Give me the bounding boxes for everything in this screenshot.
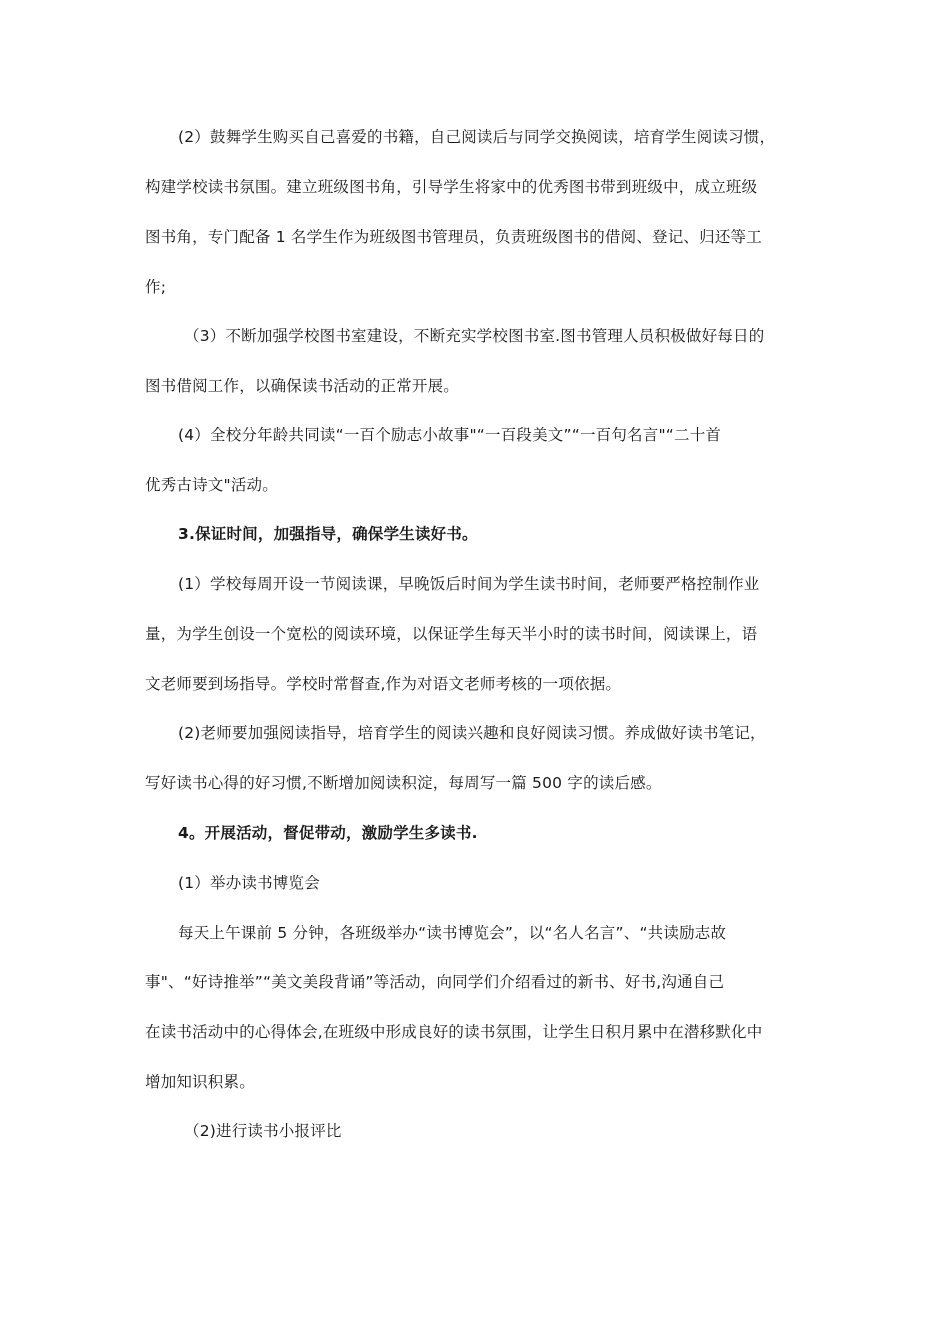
paragraph-line: 在读书活动中的心得体会,在班级中形成良好的读书氛围，让学生日积月累中在潜移默化中: [145, 1023, 763, 1041]
paragraph-line: 事"、“好诗推举”“美文美段背诵”等活动，向同学们介绍看过的新书、好书,沟通自己: [145, 973, 725, 991]
paragraph-line: （2)进行读书小报评比: [184, 1122, 342, 1140]
paragraph-line: 写好读书心得的好习惯,不断增加阅读积淀，每周写一篇 500 字的读后感。: [145, 774, 662, 792]
paragraph-line: （3）不断加强学校图书室建设，不断充实学校图书室.图书管理人员积极做好每日的: [184, 327, 765, 345]
paragraph-line: 作;: [145, 278, 167, 296]
paragraph-line: 图书借阅工作，以确保读书活动的正常开展。: [145, 377, 460, 395]
paragraph-line: 图书角，专门配备 1 名学生作为班级图书管理员，负责班级图书的借阅、登记、归还等工: [145, 228, 762, 246]
paragraph-line: (1）举办读书博览会: [178, 874, 320, 892]
paragraph-line: (1）学校每周开设一节阅读课，早晚饭后时间为学生读书时间，老师要严格控制作业: [178, 575, 760, 593]
section-heading: 3.保证时间，加强指导，确保学生读好书。: [178, 525, 478, 543]
paragraph-line: (4）全校分年龄共同读“一百个励志小故事"“一百段美文”“一百句名言"“二十首: [178, 426, 722, 444]
paragraph-line: (2）鼓舞学生购买自己喜爱的书籍，自己阅读后与同学交换阅读，培育学生阅读习惯，: [178, 128, 776, 146]
paragraph-line: (2)老师要加强阅读指导，培育学生的阅读兴趣和良好阅读习惯。养成做好读书笔记，: [178, 724, 766, 742]
paragraph-line: 每天上午课前 5 分钟，各班级举办“读书博览会”，以“名人名言”、“共读励志故: [178, 924, 727, 942]
paragraph-line: 优秀古诗文"活动。: [145, 476, 278, 494]
section-heading: 4。开展活动，督促带动，激励学生多读书.: [178, 824, 478, 842]
paragraph-line: 构建学校读书氛围。建立班级图书角，引导学生将家中的优秀图书带到班级中，成立班级: [145, 178, 758, 196]
paragraph-line: 文老师要到场指导。学校时常督查,作为对语文老师考核的一项依据。: [145, 675, 622, 693]
paragraph-line: 量，为学生创设一个宽松的阅读环境，以保证学生每天半小时的读书时间，阅读课上，语: [145, 625, 758, 643]
paragraph-line: 增加知识积累。: [145, 1073, 255, 1091]
